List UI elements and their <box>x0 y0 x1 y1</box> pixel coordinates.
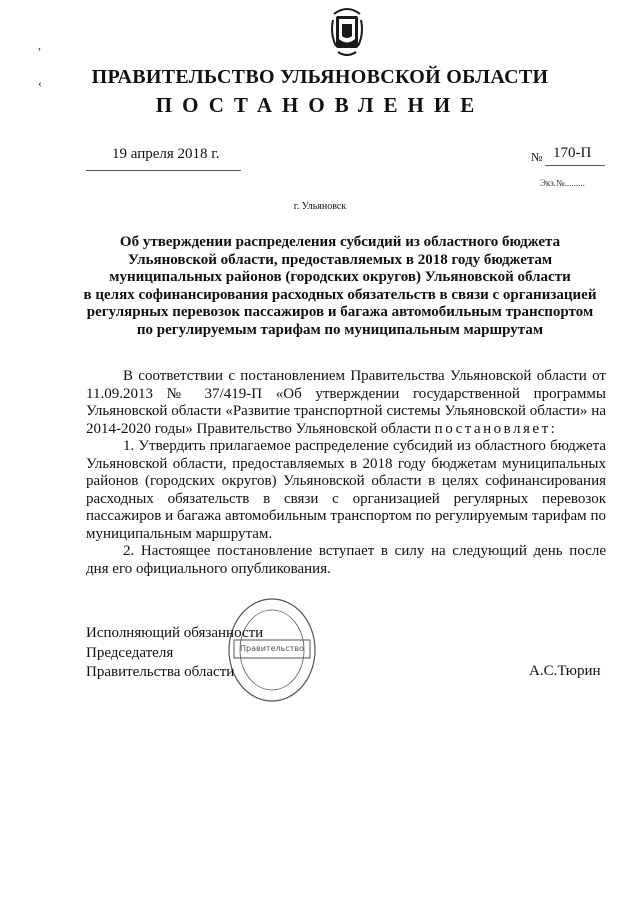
document-number: 170-П <box>553 145 592 161</box>
margin-mark: , <box>38 38 41 52</box>
margin-mark: ‹ <box>38 76 42 90</box>
copy-number: Экз.№......... <box>540 178 585 188</box>
signer-name: А.С.Тюрин <box>529 663 601 679</box>
coat-of-arms-emblem <box>330 6 364 60</box>
subject-line: в целях софинансирования расходных обязательств в связи с организацией <box>83 286 597 303</box>
document-date: 19 апреля 2018 г. <box>112 146 220 162</box>
preamble-paragraph <box>86 368 606 438</box>
subject-line: Ульяновской области, предоставляемых в 2018 году бюджетам <box>127 251 553 268</box>
signer-title-line: Правительства области <box>86 664 235 680</box>
subject-line: по регулируемым тарифам по муниципальным маршрутам <box>136 321 544 338</box>
copy-number-label: Экз.№ <box>540 178 565 188</box>
document-subject <box>60 234 620 339</box>
signer-title-line: Председателя <box>86 644 174 661</box>
signer-title <box>86 624 263 683</box>
item-1-paragraph: 1. Утвердить прилагаемое распределение субсидий из областного бюджета Ульяновской области, предоставляемых в 2018 году бюджетам муниципальных районов (городских округов) Ульяновской области в целях софинансирования расходных обязательств в связи с организацией регулярных перевозок пассажиров и багажа автомобильным транспортом по регулируемым тарифам по муниципальным маршрутам. <box>86 438 606 542</box>
subject-line: Об утверждении распределения субсидий из областного бюджета <box>119 234 561 250</box>
subject-line: регулярных перевозок пассажиров и багажа автомобильным транспортом <box>86 304 594 320</box>
document-city: г. Ульяновск <box>293 201 347 212</box>
document-body <box>86 368 606 578</box>
subject-line: муниципальных районов (городских округов) Ульяновской области <box>109 269 571 285</box>
resolves-word: постановляет: <box>434 420 558 437</box>
document-type: ПОСТАНОВЛЕНИЕ <box>155 93 485 117</box>
preamble-text: В соответствии с постановлением Правительства Ульяновской области от 11.09.2013 № 37/419-П «Об утверждении государственной программы Ульяновской области «Развитие транспортной системы Ульяновской области» на 2014-2020 годы» Правительство Ульяновской области <box>86 368 606 437</box>
seal-text: Правительство <box>240 644 304 653</box>
number-sign: № <box>531 150 543 164</box>
number-underline <box>545 165 605 166</box>
org-title: ПРАВИТЕЛЬСТВО УЛЬЯНОВСКОЙ ОБЛАСТИ <box>91 66 549 88</box>
date-underline <box>86 170 241 171</box>
signer-title-line: Исполняющий обязанности <box>86 625 264 641</box>
item-2-paragraph: 2. Настоящее постановление вступает в силу на следующий день после дня его официального опубликования. <box>86 543 606 577</box>
